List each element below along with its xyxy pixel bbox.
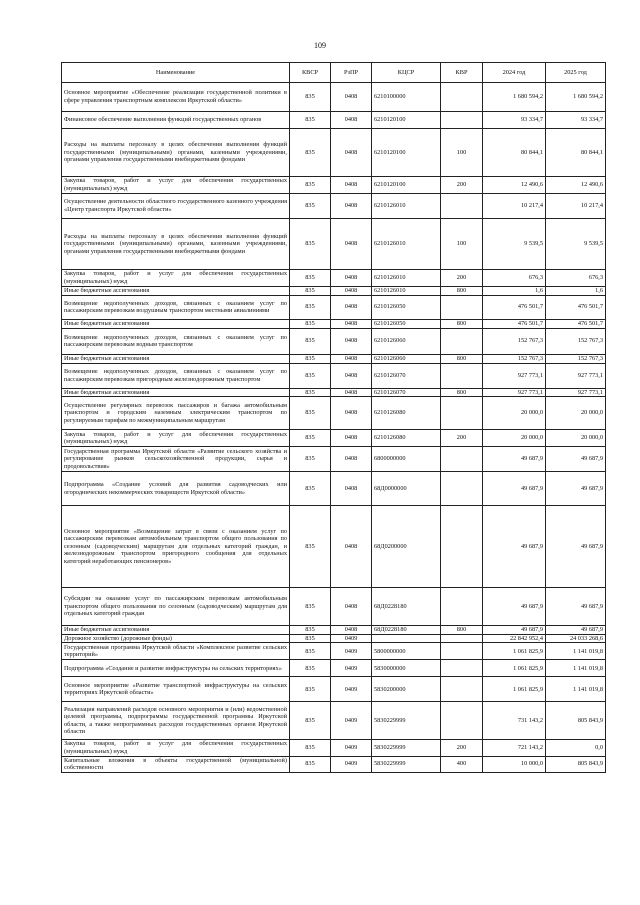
table-cell-rzpr: 0409 (331, 740, 372, 756)
table-cell-kcsr: 6210126050 (372, 319, 441, 328)
table-cell-kvr (441, 677, 483, 702)
table-cell-2024: 20 000,0 (483, 397, 546, 430)
table-cell-kvsr: 835 (290, 397, 331, 430)
table-cell-kcsr: 5800000000 (372, 643, 441, 660)
table-cell-kcsr: 5830200000 (372, 677, 441, 702)
table-cell-kcsr: 6210126050 (372, 295, 441, 319)
table-cell-name: Реализация направлений расходов основного мероприятия и (или) ведомственной целевой программы, подпрограммы государственной программы Иркутской области, а также непрограммных расходов государственных органов Иркутской области (62, 702, 290, 740)
table-cell-2024: 927 773,1 (483, 363, 546, 388)
column-header-kvsr: КВСР (290, 63, 331, 83)
table-cell-kvr: 100 (441, 129, 483, 177)
table-cell-kvsr: 835 (290, 740, 331, 756)
table-cell-kvsr: 835 (290, 287, 331, 296)
table-cell-kcsr: 68Д0000000 (372, 472, 441, 506)
table-cell-2025: 1 680 594,2 (546, 83, 606, 112)
table-cell-kvsr: 835 (290, 702, 331, 740)
table-cell-2024: 676,3 (483, 270, 546, 287)
table-cell-kvr: 100 (441, 219, 483, 270)
table-cell-name: Подпрограмма «Создание и развитие инфраструктуры на сельских территориях» (62, 660, 290, 677)
table-cell-kvr: 800 (441, 354, 483, 363)
table-row (62, 643, 606, 660)
table-cell-2025: 24 033 268,6 (546, 634, 606, 643)
table-cell-2024: 1 061 825,9 (483, 643, 546, 660)
table-cell-name: Субсидии на оказание услуг по пассажирским перевозкам автомобильным транспортом общего пользования по сезонным (садоводческим) маршрутам для отдельных категорий граждан (62, 588, 290, 626)
table-cell-kvsr: 835 (290, 447, 331, 472)
table-cell-2025: 10 217,4 (546, 194, 606, 219)
table-cell-rzpr: 0409 (331, 677, 372, 702)
table-cell-rzpr: 0408 (331, 388, 372, 397)
table-cell-rzpr: 0408 (331, 430, 372, 447)
table-cell-rzpr: 0408 (331, 397, 372, 430)
table-row (62, 295, 606, 319)
table-header-row (62, 63, 606, 83)
table-cell-2024: 1 061 825,9 (483, 660, 546, 677)
table-cell-name: Основное мероприятие «Обеспечение реализации государственной политики в сфере управления транспортным комплексом Иркутской области» (62, 83, 290, 112)
table-cell-kcsr: 6210126070 (372, 363, 441, 388)
table-cell-kvr (441, 643, 483, 660)
table-cell-kvr (441, 588, 483, 626)
table-cell-2025: 9 539,5 (546, 219, 606, 270)
table-cell-2025: 49 687,9 (546, 506, 606, 588)
table-cell-kvr: 800 (441, 319, 483, 328)
table-cell-name: Осуществление деятельности областного государственного казенного учреждения «Центр транспорта Иркутской области» (62, 194, 290, 219)
table-cell-kvr (441, 472, 483, 506)
table-row (62, 397, 606, 430)
table-cell-name: Финансовое обеспечение выполнения функций государственных органов (62, 112, 290, 129)
table-cell-kcsr: 6210120100 (372, 177, 441, 194)
table-cell-kvsr: 835 (290, 472, 331, 506)
table-cell-2024: 476 501,7 (483, 319, 546, 328)
table-row (62, 506, 606, 588)
table-cell-rzpr: 0408 (331, 295, 372, 319)
table-row (62, 472, 606, 506)
table-cell-kcsr: 6210126010 (372, 270, 441, 287)
table-cell-kvsr: 835 (290, 112, 331, 129)
table-cell-2025: 49 687,9 (546, 626, 606, 635)
table-cell-name: Капитальные вложения в объекты государственной (муниципальной) собственности (62, 756, 290, 772)
table-cell-2025: 805 843,9 (546, 756, 606, 772)
table-cell-kcsr: 6210126060 (372, 354, 441, 363)
table-cell-2025: 476 501,7 (546, 295, 606, 319)
table-row (62, 270, 606, 287)
table-cell-name: Расходы на выплаты персоналу в целях обеспечения выполнения функций государственными (муниципальными) органами, казенными учреждениями, органами управления государственными внебюджетными фондами (62, 129, 290, 177)
table-cell-kvsr: 835 (290, 194, 331, 219)
table-cell-2024: 20 000,0 (483, 430, 546, 447)
table-cell-kvr: 200 (441, 177, 483, 194)
column-header-kvr: КВР (441, 63, 483, 83)
table-row (62, 194, 606, 219)
page-number: 109 (314, 41, 326, 50)
column-header-2025: 2025 год (546, 63, 606, 83)
table-cell-kvr (441, 363, 483, 388)
table-cell-2024: 12 490,6 (483, 177, 546, 194)
table-cell-kvr (441, 397, 483, 430)
table-cell-name: Иные бюджетные ассигнования (62, 626, 290, 635)
table-cell-name: Государственная программа Иркутской области «Комплексное развитие сельских территорий» (62, 643, 290, 660)
table-cell-rzpr: 0409 (331, 643, 372, 660)
table-cell-rzpr: 0408 (331, 472, 372, 506)
table-cell-rzpr: 0408 (331, 287, 372, 296)
table-cell-kvsr: 835 (290, 660, 331, 677)
table-row (62, 756, 606, 772)
table-row (62, 740, 606, 756)
table-cell-2025: 49 687,9 (546, 447, 606, 472)
table-cell-kcsr: 68Д0228180 (372, 588, 441, 626)
table-cell-kvsr: 835 (290, 677, 331, 702)
table-cell-kcsr: 6210126060 (372, 328, 441, 354)
column-header-name: Наименование (62, 63, 290, 83)
table-cell-name: Возмещение недополученных доходов, связанных с оказанием услуг по пассажирским перевозкам воздушным транспортом местными авиалиниями (62, 295, 290, 319)
table-cell-kvsr: 835 (290, 354, 331, 363)
table-cell-kvr (441, 194, 483, 219)
table-cell-name: Закупка товаров, работ и услуг для обеспечения государственных (муниципальных) нужд (62, 430, 290, 447)
table-cell-kcsr: 6800000000 (372, 447, 441, 472)
table-cell-rzpr: 0408 (331, 129, 372, 177)
table-cell-kvr: 800 (441, 388, 483, 397)
table-cell-rzpr: 0409 (331, 756, 372, 772)
table-cell-kvr (441, 447, 483, 472)
table-row (62, 588, 606, 626)
table-cell-kcsr: 5830229999 (372, 756, 441, 772)
table-cell-name: Государственная программа Иркутской области «Развитие сельского хозяйства и регулирование рынков сельскохозяйственной продукции, сырья и продовольствия» (62, 447, 290, 472)
table-cell-kvsr: 835 (290, 388, 331, 397)
table-row (62, 219, 606, 270)
table-cell-kvr: 200 (441, 270, 483, 287)
table-cell-kcsr: 5830229999 (372, 740, 441, 756)
table-cell-2024: 1 680 594,2 (483, 83, 546, 112)
table-cell-kcsr: 5830229999 (372, 702, 441, 740)
table-cell-name: Закупка товаров, работ и услуг для обеспечения государственных (муниципальных) нужд (62, 177, 290, 194)
table-cell-kvr: 800 (441, 287, 483, 296)
table-cell-kvr: 200 (441, 740, 483, 756)
table-cell-rzpr: 0408 (331, 219, 372, 270)
table-cell-2025: 676,3 (546, 270, 606, 287)
table-cell-2024: 152 767,3 (483, 354, 546, 363)
table-cell-rzpr: 0408 (331, 354, 372, 363)
table-cell-rzpr: 0408 (331, 588, 372, 626)
table-cell-rzpr: 0408 (331, 83, 372, 112)
table-cell-kvr: 800 (441, 626, 483, 635)
table-cell-2025: 927 773,1 (546, 363, 606, 388)
table-cell-kvr (441, 83, 483, 112)
table-cell-kcsr: 6210126080 (372, 430, 441, 447)
table-cell-2025: 152 767,3 (546, 328, 606, 354)
table-row (62, 363, 606, 388)
table-cell-kvsr: 835 (290, 756, 331, 772)
table-cell-kvsr: 835 (290, 328, 331, 354)
table-cell-kcsr: 68Д0228180 (372, 626, 441, 635)
table-cell-2025: 20 000,0 (546, 397, 606, 430)
table-cell-2025: 476 501,7 (546, 319, 606, 328)
table-cell-2025: 0,0 (546, 740, 606, 756)
table-cell-2024: 721 143,2 (483, 740, 546, 756)
table-cell-name: Иные бюджетные ассигнования (62, 388, 290, 397)
table-cell-kvsr: 835 (290, 270, 331, 287)
table-cell-kvsr: 835 (290, 430, 331, 447)
table-cell-kcsr: 6210126070 (372, 388, 441, 397)
table-cell-2024: 1,6 (483, 287, 546, 296)
table-cell-2024: 49 687,9 (483, 472, 546, 506)
table-cell-2024: 10 217,4 (483, 194, 546, 219)
table-cell-rzpr: 0408 (331, 506, 372, 588)
table-row (62, 112, 606, 129)
table-row (62, 677, 606, 702)
table-cell-rzpr: 0408 (331, 194, 372, 219)
table-row (62, 702, 606, 740)
table-cell-name: Основное мероприятие «Возмещение затрат в связи с оказанием услуг по пассажирским перевозкам автомобильным транспортом общего пользования по сезонным (садоводческим) маршрутам для отдельных категорий граждан, и железнодорожным транспортом пригородного сообщения для отдельных категорий неработающих пенсионеров» (62, 506, 290, 588)
table-row (62, 319, 606, 328)
table-cell-name: Закупка товаров, работ и услуг для обеспечения государственных (муниципальных) нужд (62, 270, 290, 287)
table-row (62, 354, 606, 363)
table-cell-2024: 49 687,9 (483, 588, 546, 626)
table-cell-kcsr: 6210100000 (372, 83, 441, 112)
table-cell-2024: 93 334,7 (483, 112, 546, 129)
table-cell-kvr: 200 (441, 430, 483, 447)
table-row (62, 660, 606, 677)
table-cell-2024: 9 539,5 (483, 219, 546, 270)
table-row (62, 83, 606, 112)
table-cell-name: Подпрограмма «Создание условий для развития садоводческих или огороднических некоммерческих товариществ Иркутской области» (62, 472, 290, 506)
table-cell-rzpr: 0408 (331, 177, 372, 194)
table-cell-name: Возмещение недополученных доходов, связанных с оказанием услуг по пассажирским перевозкам пригородным железнодорожным транспортом (62, 363, 290, 388)
table-cell-2025: 1 141 019,8 (546, 643, 606, 660)
table-cell-2024: 49 687,9 (483, 626, 546, 635)
table-cell-kvsr: 835 (290, 177, 331, 194)
table-cell-kvsr: 835 (290, 588, 331, 626)
table-cell-2024: 1 061 825,9 (483, 677, 546, 702)
table-cell-kcsr: 6210126010 (372, 219, 441, 270)
table-cell-kvsr: 835 (290, 506, 331, 588)
table-cell-kcsr: 68Д0200000 (372, 506, 441, 588)
table-row (62, 328, 606, 354)
table-cell-rzpr: 0408 (331, 626, 372, 635)
table-cell-2024: 152 767,3 (483, 328, 546, 354)
table-row (62, 430, 606, 447)
table-cell-2024: 476 501,7 (483, 295, 546, 319)
table-cell-2025: 152 767,3 (546, 354, 606, 363)
table-cell-kcsr: 6210120100 (372, 112, 441, 129)
table-cell-rzpr: 0409 (331, 634, 372, 643)
column-header-rzpr: РзПР (331, 63, 372, 83)
table-cell-kvr (441, 702, 483, 740)
table-cell-kcsr: 6210126080 (372, 397, 441, 430)
table-cell-2025: 805 843,9 (546, 702, 606, 740)
table-row (62, 447, 606, 472)
table-row (62, 626, 606, 635)
table-cell-2025: 1 141 019,8 (546, 677, 606, 702)
table-cell-kcsr: 6210126010 (372, 287, 441, 296)
table-row (62, 129, 606, 177)
table-cell-kcsr: 6210120100 (372, 129, 441, 177)
table-cell-kcsr: 5830000000 (372, 660, 441, 677)
table-cell-kvsr: 835 (290, 83, 331, 112)
table-cell-name: Дорожное хозяйство (дорожные фонды) (62, 634, 290, 643)
table-cell-name: Иные бюджетные ассигнования (62, 287, 290, 296)
table-cell-2024: 10 000,0 (483, 756, 546, 772)
table-row (62, 634, 606, 643)
table-cell-rzpr: 0408 (331, 363, 372, 388)
table-cell-rzpr: 0408 (331, 447, 372, 472)
table-cell-kvr (441, 112, 483, 129)
table-cell-kvr (441, 506, 483, 588)
table-cell-2024: 22 842 952,4 (483, 634, 546, 643)
table-cell-kvr (441, 660, 483, 677)
table-cell-kvsr: 835 (290, 319, 331, 328)
table-cell-kvr: 400 (441, 756, 483, 772)
table-cell-2025: 93 334,7 (546, 112, 606, 129)
table-cell-2025: 1 141 019,8 (546, 660, 606, 677)
table-cell-rzpr: 0409 (331, 702, 372, 740)
table-cell-2025: 80 844,1 (546, 129, 606, 177)
table-cell-kcsr (372, 634, 441, 643)
table-cell-kvsr: 835 (290, 363, 331, 388)
table-cell-kvsr: 835 (290, 295, 331, 319)
table-cell-kvsr: 835 (290, 634, 331, 643)
table-cell-kvr (441, 634, 483, 643)
table-cell-name: Возмещение недополученных доходов, связанных с оказанием услуг по пассажирским перевозкам водным транспортом (62, 328, 290, 354)
table-cell-name: Иные бюджетные ассигнования (62, 319, 290, 328)
table-cell-rzpr: 0409 (331, 660, 372, 677)
table-cell-kvsr: 835 (290, 129, 331, 177)
budget-table (61, 62, 606, 773)
table-cell-kvsr: 835 (290, 626, 331, 635)
table-cell-2025: 12 490,6 (546, 177, 606, 194)
table-cell-2025: 20 000,0 (546, 430, 606, 447)
table-cell-2024: 49 687,9 (483, 447, 546, 472)
table-cell-2025: 49 687,9 (546, 472, 606, 506)
table-row (62, 388, 606, 397)
table-cell-rzpr: 0408 (331, 270, 372, 287)
table-cell-kvr (441, 295, 483, 319)
column-header-2024: 2024 год (483, 63, 546, 83)
table-cell-rzpr: 0408 (331, 328, 372, 354)
table-cell-kcsr: 6210126010 (372, 194, 441, 219)
table-cell-name: Осуществление регулярных перевозок пассажиров и багажа автомобильным транспортом и городским наземным электрическим транспортом по регулируемым тарифам по межмуниципальным маршрутам (62, 397, 290, 430)
table-cell-2024: 80 844,1 (483, 129, 546, 177)
table-cell-kvr (441, 328, 483, 354)
table-cell-2025: 927 773,1 (546, 388, 606, 397)
table-cell-name: Основное мероприятие «Развитие транспортной инфраструктуры на сельских территориях Иркутской области» (62, 677, 290, 702)
table-cell-rzpr: 0408 (331, 112, 372, 129)
table-cell-name: Расходы на выплаты персоналу в целях обеспечения выполнения функций государственными (муниципальными) органами, казенными учреждениями, органами управления государственными внебюджетными фондами (62, 219, 290, 270)
column-header-kcsr: КЦСР (372, 63, 441, 83)
table-cell-rzpr: 0408 (331, 319, 372, 328)
table-cell-name: Закупка товаров, работ и услуг для обеспечения государственных (муниципальных) нужд (62, 740, 290, 756)
table-cell-2025: 1,6 (546, 287, 606, 296)
table-row (62, 177, 606, 194)
table-cell-2025: 49 687,9 (546, 588, 606, 626)
table-cell-2024: 49 687,9 (483, 506, 546, 588)
table-cell-kvsr: 835 (290, 219, 331, 270)
table-row (62, 287, 606, 296)
table-cell-2024: 731 143,2 (483, 702, 546, 740)
table-cell-kvsr: 835 (290, 643, 331, 660)
table-cell-2024: 927 773,1 (483, 388, 546, 397)
table-cell-name: Иные бюджетные ассигнования (62, 354, 290, 363)
